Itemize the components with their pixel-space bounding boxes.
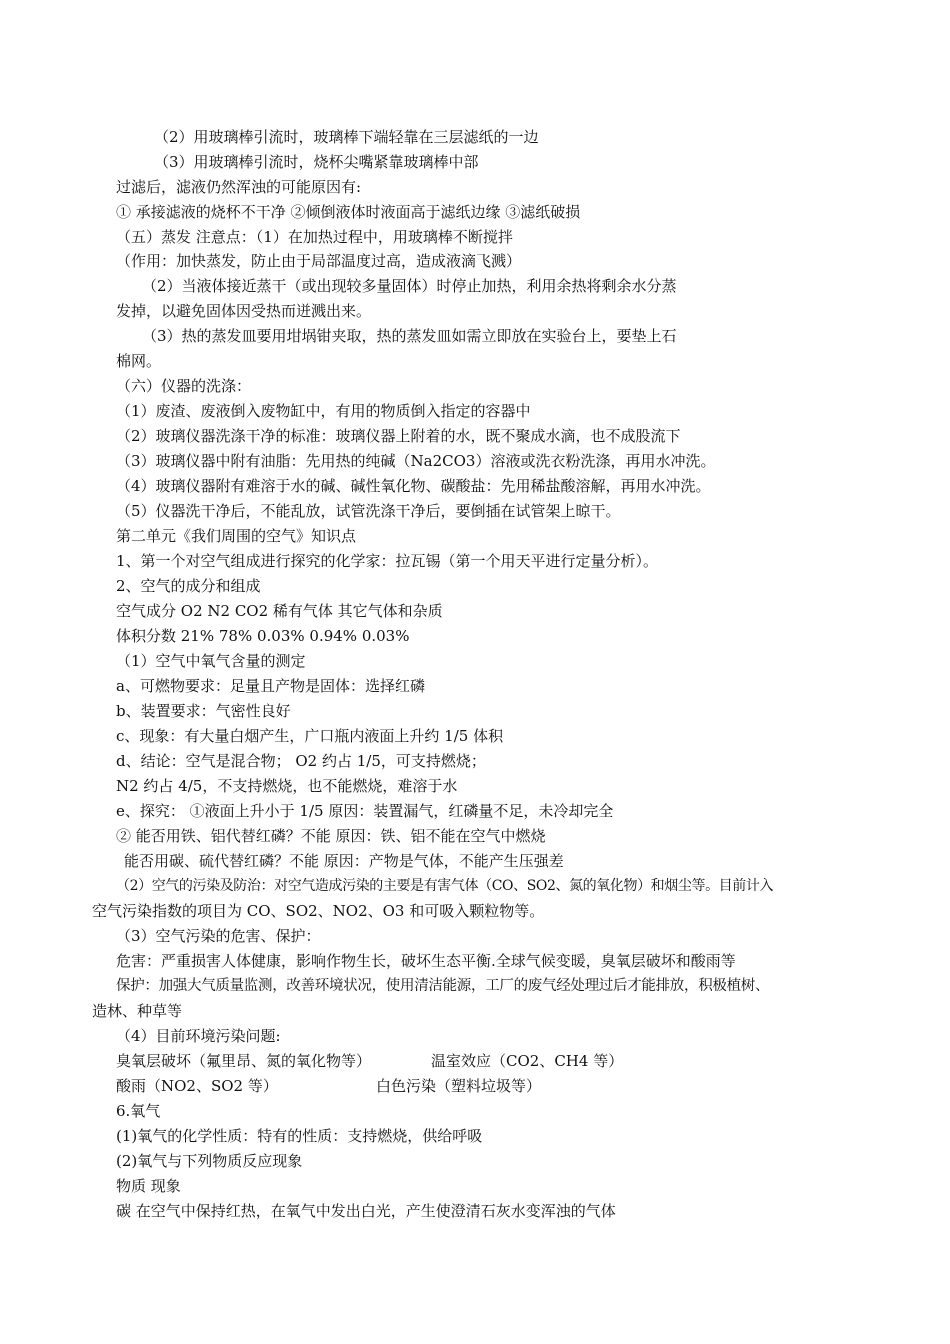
text-line: （3）玻璃仪器中附有油脂：先用热的纯碱（Na2CO3）溶液或洗衣粉洗涤，再用水冲洗。	[116, 452, 716, 470]
text-line: a、可燃物要求：足量且产物是固体：选择红磷	[116, 677, 425, 695]
text-line: 酸雨（NO2、SO2 等）	[116, 1077, 278, 1095]
text-line: （2）当液体接近蒸干（或出现较多量固体）时停止加热，利用余热将剩余水分蒸	[142, 277, 677, 295]
text-line: 2、空气的成分和组成	[116, 577, 261, 595]
text-line: 温室效应（CO2、CH4 等）	[431, 1052, 624, 1070]
text-line: 碳 在空气中保持红热，在氧气中发出白光，产生使澄清石灰水变浑浊的气体	[116, 1202, 616, 1220]
text-line: 1、第一个对空气组成进行探究的化学家：拉瓦锡（第一个用天平进行定量分析）。	[116, 552, 659, 570]
text-line: b、装置要求：气密性良好	[116, 702, 291, 720]
text-line: 危害：严重损害人体健康，影响作物生长，破坏生态平衡.全球气候变暖，臭氧层破坏和酸雨等	[116, 952, 736, 970]
text-line: 保护：加强大气质量监测，改善环境状况，使用清洁能源，工厂的废气经处理过后才能排放，积极植树、	[116, 978, 770, 994]
text-line: 发掉，以避免固体因受热而迸溅出来。	[116, 302, 372, 320]
text-line: N2 约占 4/5，不支持燃烧，也不能燃烧，难溶于水	[116, 777, 458, 795]
text-line: e、探究： ①液面上升小于 1/5 原因：装置漏气，红磷量不足，未冷却完全	[116, 802, 614, 820]
text-line: （作用：加快蒸发，防止由于局部温度过高，造成液滴飞溅）	[116, 252, 522, 270]
text-line: （4）玻璃仪器附有难溶于水的碱、碱性氧化物、碳酸盐：先用稀盐酸溶解，再用水冲洗。	[116, 477, 711, 495]
text-line: 能否用碳、硫代替红磷？不能 原因：产物是气体，不能产生压强差	[124, 852, 564, 870]
text-line: (1)氧气的化学性质：特有的性质：支持燃烧，供给呼吸	[116, 1127, 483, 1145]
text-line: 空气污染指数的项目为 CO、SO2、NO2、O3 和可吸入颗粒物等。	[92, 902, 545, 920]
text-line: 白色污染（塑料垃圾等）	[376, 1077, 542, 1095]
text-line: （4）目前环境污染问题:	[116, 1027, 281, 1045]
text-line: （1）空气中氧气含量的测定	[116, 652, 306, 670]
text-line: （2）空气的污染及防治：对空气造成污染的主要是有害气体（CO、SO2、氮的氧化物）和烟尘等。目前计入	[116, 878, 774, 894]
text-line: （5）仪器洗干净后，不能乱放，试管洗涤干净后，要倒插在试管架上晾干。	[116, 502, 621, 520]
unit-heading: 第二单元《我们周围的空气》知识点	[116, 527, 357, 545]
text-line: ② 能否用铁、铝代替红磷？不能 原因：铁、铝不能在空气中燃烧	[116, 827, 546, 845]
text-line: （五）蒸发 注意点：（1）在加热过程中，用玻璃棒不断搅拌	[116, 228, 513, 246]
text-line: ① 承接滤液的烧杯不干净 ②倾倒液体时液面高于滤纸边缘 ③滤纸破损	[116, 203, 581, 221]
text-line: （3）空气污染的危害、保护：	[116, 927, 321, 945]
text-line: 臭氧层破坏（氟里昂、氮的氧化物等）	[116, 1052, 372, 1070]
text-line: （2）用玻璃棒引流时，玻璃棒下端轻靠在三层滤纸的一边	[154, 128, 539, 146]
text-line: 造林、种草等	[92, 1002, 183, 1020]
text-line: (2)氧气与下列物质反应现象	[116, 1152, 303, 1170]
text-line: d、结论：空气是混合物； O2 约占 1/5，可支持燃烧；	[116, 752, 486, 770]
section-heading: （六）仪器的洗涤：	[116, 377, 252, 395]
text-line: （3）用玻璃棒引流时，烧杯尖嘴紧靠玻璃棒中部	[154, 153, 479, 171]
section-heading: 6.氧气	[116, 1102, 161, 1120]
text-line: （1）废渣、废液倒入废物缸中，有用的物质倒入指定的容器中	[116, 402, 531, 420]
text-line: 空气成分 O2 N2 CO2 稀有气体 其它气体和杂质	[116, 602, 443, 620]
text-line: （3）热的蒸发皿要用坩埚钳夹取，热的蒸发皿如需立即放在实验台上，要垫上石	[142, 327, 677, 345]
text-line: （2）玻璃仪器洗涤干净的标准：玻璃仪器上附着的水，既不聚成水滴，也不成股流下	[116, 427, 681, 445]
text-line: 过滤后，滤液仍然浑浊的可能原因有:	[116, 178, 362, 196]
text-line: c、现象：有大量白烟产生，广口瓶内液面上升约 1/5 体积	[116, 727, 504, 745]
text-line: 体积分数 21% 78% 0.03% 0.94% 0.03%	[116, 627, 410, 645]
text-line: 物质 现象	[116, 1177, 181, 1195]
text-line: 棉网。	[116, 352, 162, 370]
